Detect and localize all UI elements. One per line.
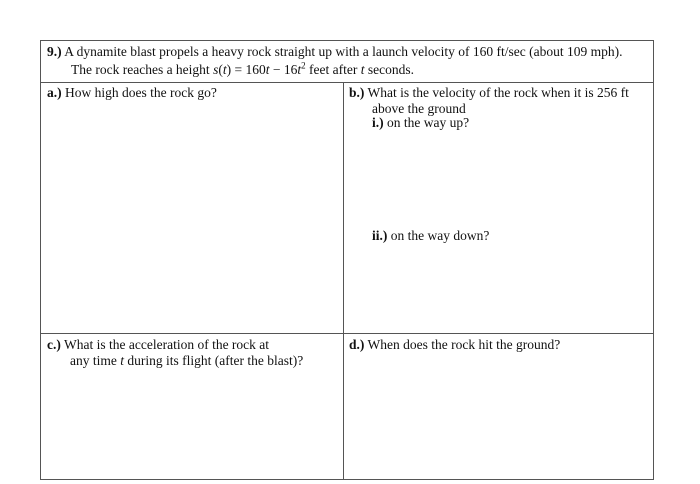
- question-b-i: [372, 115, 469, 131]
- vertical-divider: [343, 82, 344, 479]
- question-d-text: When does the rock hit the ground?: [367, 337, 561, 352]
- question-a-text: How high does the rock go?: [65, 85, 217, 100]
- question-c-text-2-pre: any time: [70, 353, 121, 368]
- question-d-label: d.): [349, 337, 365, 352]
- function-name: s: [213, 62, 219, 77]
- problem-header: [41, 41, 653, 83]
- height-units: feet after: [305, 62, 361, 77]
- question-a-label: a.): [47, 85, 62, 100]
- question-b-i-text: on the way up?: [387, 115, 470, 130]
- problem-statement-line-1: [47, 43, 623, 61]
- question-b: [349, 85, 649, 117]
- problem-number: 9.): [47, 44, 62, 59]
- problem-text: A dynamite blast propels a heavy rock straight up with a launch velocity of 160 ft/sec (about 109 mph).: [64, 44, 623, 59]
- question-c-variable: t: [120, 353, 125, 368]
- question-c-text-1: What is the acceleration of the rock at: [64, 337, 270, 352]
- time-variable: t: [360, 62, 365, 77]
- problem-statement-line-2: The rock reaches a height $s(t) = 160t - 16t^2$ feet after t seconds.: [71, 60, 414, 77]
- question-c-label: c.): [47, 337, 61, 352]
- question-c-text-2-post: during its flight (after the blast)?: [124, 353, 304, 368]
- question-b-ii: [372, 228, 489, 244]
- question-b-text-1: What is the velocity of the rock when it is 256 ft: [367, 85, 629, 100]
- question-c-text-2: [47, 353, 337, 369]
- question-b-label: b.): [349, 85, 365, 100]
- equation-exponent: 2: [301, 60, 306, 71]
- question-b-ii-text: on the way down?: [390, 228, 490, 243]
- question-b-text-2: above the ground: [372, 101, 466, 116]
- equation-middle: ) = 160: [226, 62, 266, 77]
- equation-minus: − 16: [269, 62, 298, 77]
- horizontal-divider: [41, 333, 653, 334]
- equation-t: t: [265, 62, 270, 77]
- function-variable: t: [222, 62, 227, 77]
- height-intro: The rock reaches a height: [71, 62, 214, 77]
- question-a: [47, 85, 217, 101]
- question-b-ii-label: ii.): [372, 228, 388, 243]
- height-end: seconds.: [364, 62, 414, 77]
- question-b-i-label: i.): [372, 115, 384, 130]
- problem-worksheet: [40, 40, 654, 480]
- question-d: [349, 337, 560, 353]
- question-c: [47, 337, 337, 369]
- equation-t-squared: t: [297, 62, 302, 77]
